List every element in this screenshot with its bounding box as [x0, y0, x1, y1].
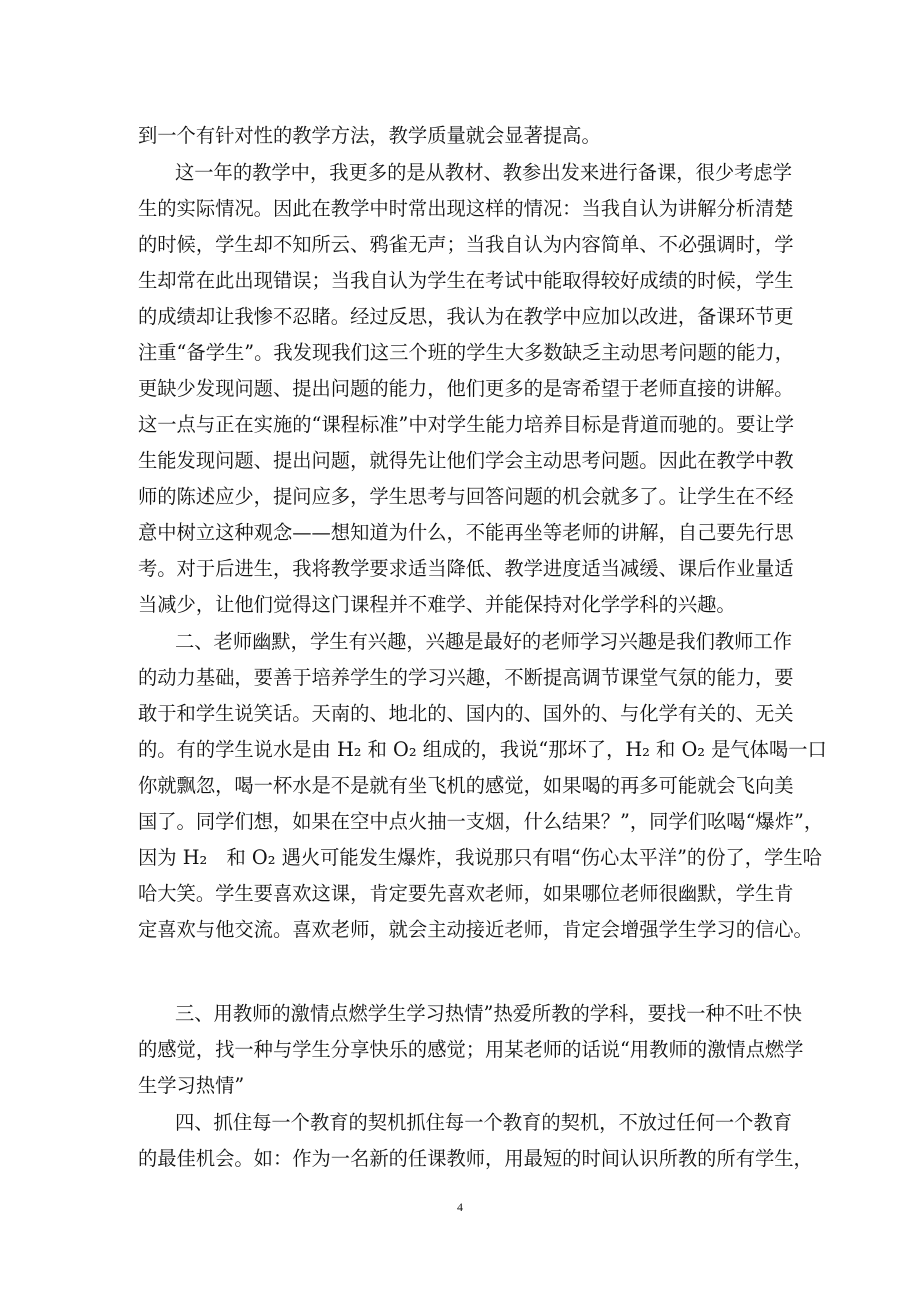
text-line: 二、老师幽默，学生有兴趣，兴趣是最好的老师学习兴趣是我们教师工作 — [175, 630, 792, 653]
text-line: 三、用教师的激情点燃学生学习热情”热爱所教的学科，要找一种不吐不快 — [175, 1002, 802, 1025]
text-line: 到一个有针对性的教学方法，教学质量就会显著提高。 — [138, 124, 601, 147]
text-line: 因为 H₂ 和 O₂ 遇火可能发生爆炸，我说那只有唱“伤心太平洋”的份了，学生哈 — [138, 846, 822, 869]
text-line: 的动力基础，要善于培养学生的学习兴趣，不断提高调节课堂气氛的能力，要 — [138, 666, 794, 689]
text-line: 生的实际情况。因此在教学中时常出现这样的情况：当我自认为讲解分析清楚 — [138, 197, 794, 220]
text-line: 的。有的学生说水是由 H₂ 和 O₂ 组成的，我说“那坏了，H₂ 和 O₂ 是气体喝一口 — [138, 738, 827, 761]
text-line: 哈大笑。学生要喜欢这课，肯定要先喜欢老师，如果哪位老师很幽默，学生肯 — [138, 882, 794, 905]
text-line: 当减少，让他们觉得这门课程并不难学、并能保持对化学学科的兴趣。 — [138, 593, 736, 616]
text-line: 生学习热情” — [138, 1074, 245, 1097]
text-line: 注重“备学生”。我发现我们这三个班的学生大多数缺乏主动思考问题的能力， — [138, 341, 794, 364]
text-line: 你就飘忽，喝一杯水是不是就有坐飞机的感觉，如果喝的再多可能就会飞向美 — [138, 774, 794, 797]
text-line: 更缺少发现问题、提出问题的能力，他们更多的是寄希望于老师直接的讲解。 — [138, 377, 794, 400]
text-line: 定喜欢与他交流。喜欢老师，就会主动接近老师，肯定会增强学生学习的信心。 — [138, 918, 813, 941]
text-line: 生能发现问题、提出问题，就得先让他们学会主动思考问题。因此在教学中教 — [138, 449, 794, 472]
text-line: 四、抓住每一个教育的契机抓住每一个教育的契机，不放过任何一个教育 — [175, 1111, 792, 1134]
text-line: 敢于和学生说笑话。天南的、地北的、国内的、国外的、与化学有关的、无关 — [138, 702, 794, 725]
text-line: 生却常在此出现错误；当我自认为学生在考试中能取得较好成绩的时候，学生 — [138, 269, 794, 292]
text-line: 的感觉，找一种与学生分享快乐的感觉；用某老师的话说“用教师的激情点燃学 — [138, 1038, 804, 1061]
text-line: 的时候，学生却不知所云、鸦雀无声；当我自认为内容简单、不必强调时，学 — [138, 233, 794, 256]
text-line: 师的陈述应少，提问应多，学生思考与回答问题的机会就多了。让学生在不经 — [138, 485, 794, 508]
text-line: 考。对于后进生，我将教学要求适当降低、教学进度适当减缓、课后作业量适 — [138, 557, 794, 580]
text-line: 国了。同学们想，如果在空中点火抽一支烟，什么结果？”，同学们吆喝“爆炸”， — [138, 810, 824, 833]
text-line: 这一年的教学中，我更多的是从教材、教参出发来进行备课，很少考虑学 — [175, 161, 792, 184]
text-line: 这一点与正在实施的“课程标准”中对学生能力培养目标是背道而驰的。要让学 — [138, 413, 794, 436]
page-number: 4 — [457, 1200, 463, 1214]
text-line: 的成绩却让我惨不忍睹。经过反思，我认为在教学中应加以改进，备课环节更 — [138, 305, 794, 328]
text-line: 意中树立这种观念——想知道为什么，不能再坐等老师的讲解，自己要先行思 — [138, 521, 794, 544]
text-line: 的最佳机会。如：作为一名新的任课教师，用最短的时间认识所教的所有学生， — [138, 1147, 813, 1170]
